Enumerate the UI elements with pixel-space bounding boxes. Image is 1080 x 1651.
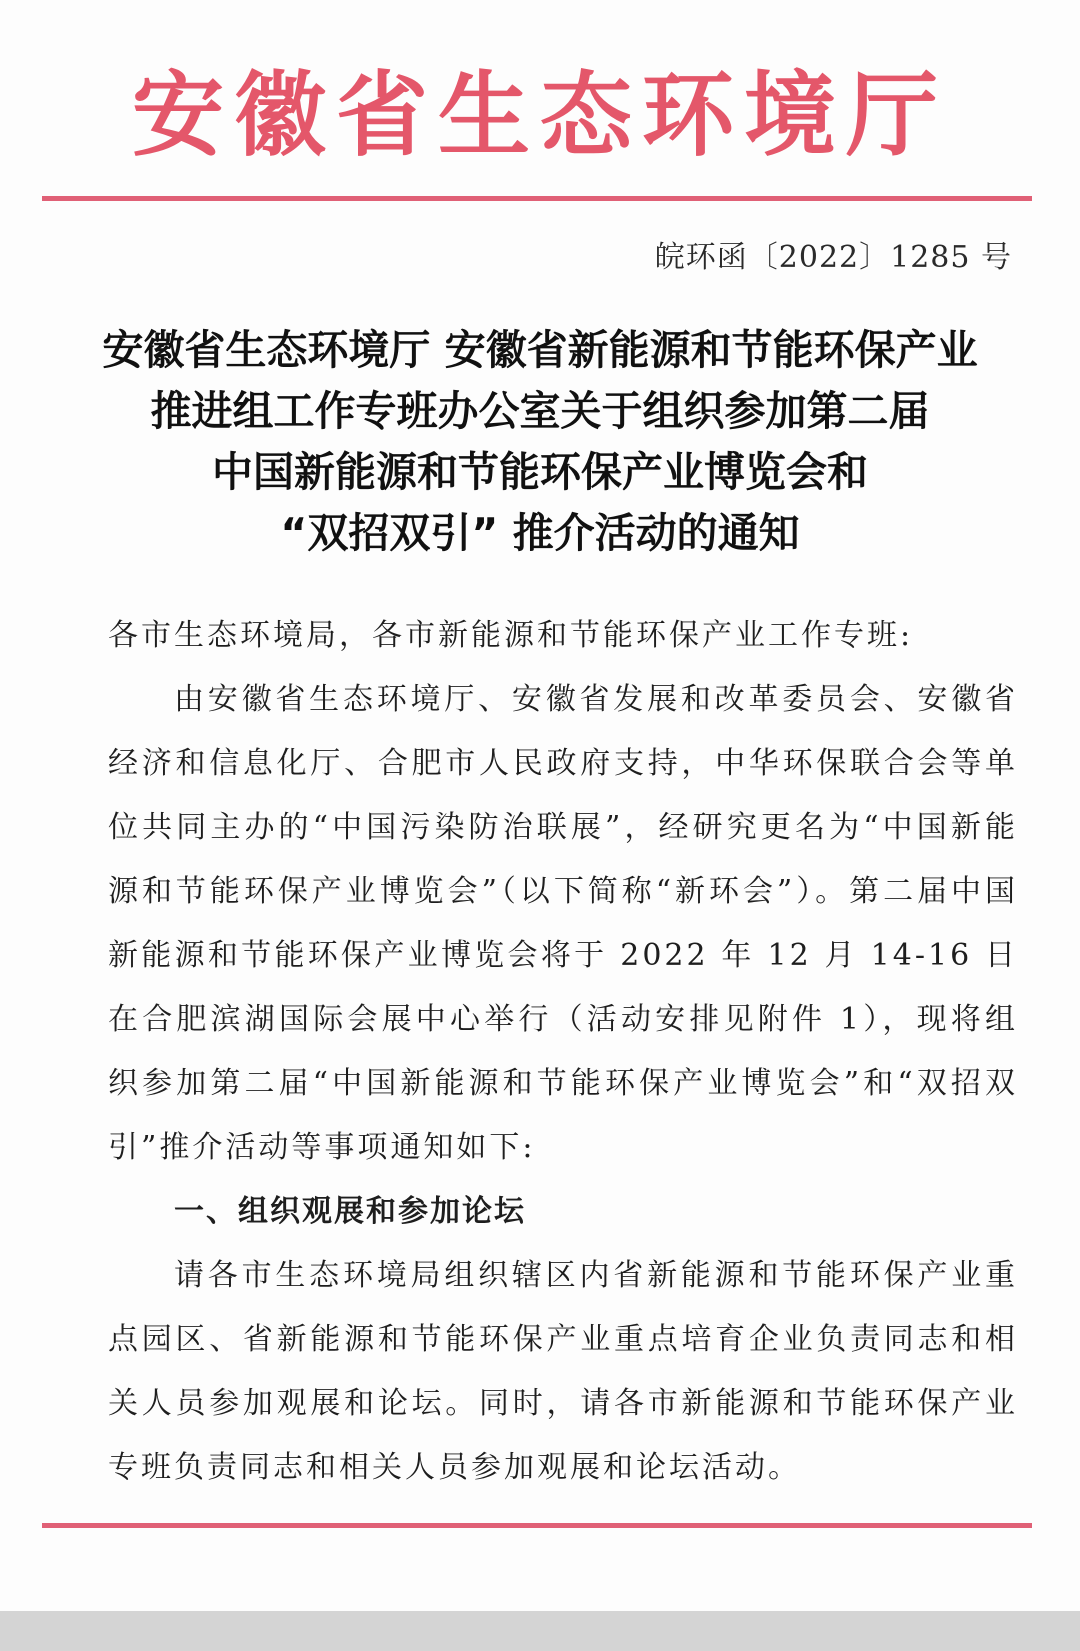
paragraph-2: 请各市生态环境局组织辖区内省新能源和节能环保产业重点园区、省新能源和节能环保产业重点培育企业负责同志和相关人员参加观展和论坛。同时，请各市新能源和节能环保产业专班负责同志和相关人员参加观展和论坛活动。 <box>108 1258 1018 1485</box>
top-red-rule <box>42 196 1032 201</box>
document-title <box>40 320 1040 564</box>
bottom-gray-bar <box>0 1611 1080 1651</box>
title-line-1: 安徽省生态环境厅 安徽省新能源和节能环保产业 <box>102 326 978 374</box>
title-line-3: 中国新能源和节能环保产业博览会和 <box>212 448 868 496</box>
document-number: 皖环函〔2022〕1285 号 <box>654 240 1012 275</box>
masthead-title: 安徽省生态环境厅 <box>131 62 948 169</box>
title-line-2: 推进组工作专班办公室关于组织参加第二届 <box>150 387 930 435</box>
paragraph-1: 由安徽省生态环境厅、安徽省发展和改革委员会、安徽省经济和信息化厅、合肥市人民政府支持，中华环保联合会等单位共同主办的“中国污染防治联展”，经研究更名为“中国新能源和节能环保产业博览会”（以下简称“新环会”）。第二届中国新能源和节能环保产业博览会将于 2022 年 12 月 14-16 日在合肥滨湖国际会展中心举行（活动安排见附件 1），现将组织参加第二届“中国新能源和节能环保产业博览会”和“双招双引”推介活动等事项通知如下: <box>108 682 1018 1165</box>
section-1-heading: 一、组织观展和参加论坛 <box>174 1194 526 1229</box>
salutation: 各市生态环境局，各市新能源和节能环保产业工作专班: <box>108 618 914 653</box>
bottom-red-rule <box>42 1523 1032 1528</box>
title-line-4: “双招双引” 推介活动的通知 <box>280 509 800 557</box>
document-body <box>108 604 1018 1500</box>
